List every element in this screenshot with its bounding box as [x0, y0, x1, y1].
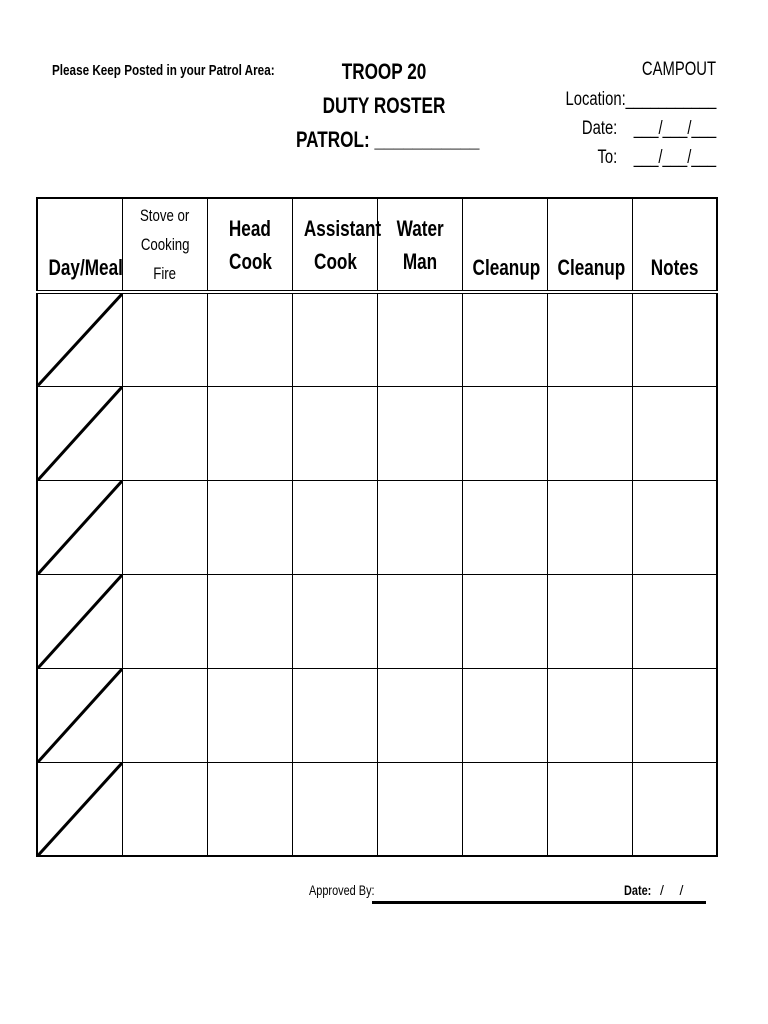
day-meal-cell[interactable]	[37, 668, 123, 762]
roster-cell-headcook[interactable]	[208, 574, 293, 668]
roster-cell-cleanup2[interactable]	[548, 386, 633, 480]
column-header-stove	[123, 198, 208, 292]
column-header-line: Stove or	[140, 206, 190, 225]
approved-by-signature-line[interactable]	[372, 901, 706, 904]
roster-cell-stove[interactable]	[123, 668, 208, 762]
diagonal-line	[38, 763, 122, 856]
day-meal-cell[interactable]	[37, 480, 123, 574]
roster-cell-cleanup1[interactable]	[463, 386, 548, 480]
column-header-notes	[633, 198, 718, 292]
diagonal-line	[38, 669, 122, 762]
roster-cell-waterman[interactable]	[378, 292, 463, 386]
diagonal-line	[38, 481, 122, 574]
roster-cell-cleanup1[interactable]	[463, 480, 548, 574]
roster-cell-cleanup1[interactable]	[463, 668, 548, 762]
diagonal-divider	[38, 481, 122, 574]
column-header-line: Notes	[650, 255, 699, 280]
roster-cell-stove[interactable]	[123, 292, 208, 386]
table-header-row	[37, 198, 717, 292]
table-row	[37, 574, 717, 668]
day-meal-cell[interactable]	[37, 386, 123, 480]
duty-roster-table	[36, 197, 718, 857]
column-header-line: Fire	[153, 264, 177, 283]
column-header-line: Cleanup	[472, 255, 541, 280]
day-meal-cell[interactable]	[37, 292, 123, 386]
roster-cell-cleanup1[interactable]	[463, 574, 548, 668]
table-row	[37, 386, 717, 480]
column-header-cleanup2	[548, 198, 633, 292]
roster-cell-asstcook[interactable]	[293, 668, 378, 762]
roster-cell-waterman[interactable]	[378, 574, 463, 668]
start-date-field[interactable]: Date: ___/___/___	[581, 118, 716, 139]
column-header-daymeal	[37, 198, 123, 292]
roster-cell-headcook[interactable]	[208, 386, 293, 480]
diagonal-divider	[38, 575, 122, 668]
roster-cell-notes[interactable]	[633, 292, 718, 386]
column-header-line: Cook	[313, 248, 357, 274]
column-header-line: Man	[402, 248, 438, 274]
roster-cell-asstcook[interactable]	[293, 762, 378, 856]
diagonal-line	[38, 387, 122, 480]
approved-by-label: Approved By:	[309, 882, 375, 898]
roster-cell-headcook[interactable]	[208, 762, 293, 856]
column-header-line: Assistant	[303, 215, 382, 241]
column-header-line: Head	[229, 215, 271, 241]
roster-cell-cleanup2[interactable]	[548, 762, 633, 856]
roster-cell-waterman[interactable]	[378, 762, 463, 856]
table-body	[37, 292, 717, 856]
roster-cell-headcook[interactable]	[208, 668, 293, 762]
table-row	[37, 762, 717, 856]
diagonal-divider	[38, 294, 122, 386]
roster-cell-waterman[interactable]	[378, 668, 463, 762]
patrol-field[interactable]: PATROL: ___________	[296, 127, 480, 152]
diagonal-divider	[38, 387, 122, 480]
roster-cell-cleanup1[interactable]	[463, 762, 548, 856]
roster-cell-waterman[interactable]	[378, 386, 463, 480]
roster-cell-notes[interactable]	[633, 762, 718, 856]
roster-title: DUTY ROSTER	[322, 93, 446, 118]
roster-cell-stove[interactable]	[123, 386, 208, 480]
column-header-waterman	[378, 198, 463, 292]
roster-cell-asstcook[interactable]	[293, 574, 378, 668]
roster-cell-cleanup2[interactable]	[548, 668, 633, 762]
roster-cell-notes[interactable]	[633, 574, 718, 668]
roster-cell-stove[interactable]	[123, 762, 208, 856]
roster-cell-asstcook[interactable]	[293, 292, 378, 386]
column-header-headcook	[208, 198, 293, 292]
column-header-line: Day/Meal	[48, 255, 123, 280]
table-row	[37, 292, 717, 386]
roster-cell-asstcook[interactable]	[293, 480, 378, 574]
keep-posted-label: Please Keep Posted in your Patrol Area:	[52, 62, 275, 79]
troop-title: TROOP 20	[341, 59, 427, 84]
roster-cell-cleanup2[interactable]	[548, 480, 633, 574]
column-header-line: Cook	[228, 248, 272, 274]
roster-cell-cleanup2[interactable]	[548, 574, 633, 668]
roster-cell-stove[interactable]	[123, 480, 208, 574]
roster-cell-asstcook[interactable]	[293, 386, 378, 480]
approval-date-field[interactable]: / /	[660, 882, 684, 898]
diagonal-line	[38, 575, 122, 668]
roster-cell-cleanup2[interactable]	[548, 292, 633, 386]
column-header-line: Cleanup	[557, 255, 626, 280]
roster-cell-cleanup1[interactable]	[463, 292, 548, 386]
diagonal-line	[38, 294, 122, 386]
day-meal-cell[interactable]	[37, 762, 123, 856]
roster-cell-notes[interactable]	[633, 386, 718, 480]
roster-cell-notes[interactable]	[633, 480, 718, 574]
campout-label: CAMPOUT	[641, 59, 716, 80]
day-meal-cell[interactable]	[37, 574, 123, 668]
location-field[interactable]: Location:___________	[565, 89, 716, 110]
end-date-field[interactable]: To: ___/___/___	[597, 147, 716, 168]
approval-date-label: Date:	[624, 882, 652, 898]
column-header-line: Cooking	[140, 235, 190, 254]
roster-cell-notes[interactable]	[633, 668, 718, 762]
column-header-line: Water	[396, 215, 444, 241]
table-row	[37, 480, 717, 574]
roster-cell-stove[interactable]	[123, 574, 208, 668]
table-row	[37, 668, 717, 762]
column-header-cleanup1	[463, 198, 548, 292]
roster-cell-waterman[interactable]	[378, 480, 463, 574]
diagonal-divider	[38, 669, 122, 762]
roster-cell-headcook[interactable]	[208, 292, 293, 386]
diagonal-divider	[38, 763, 122, 856]
roster-cell-headcook[interactable]	[208, 480, 293, 574]
column-header-asstcook	[293, 198, 382, 292]
